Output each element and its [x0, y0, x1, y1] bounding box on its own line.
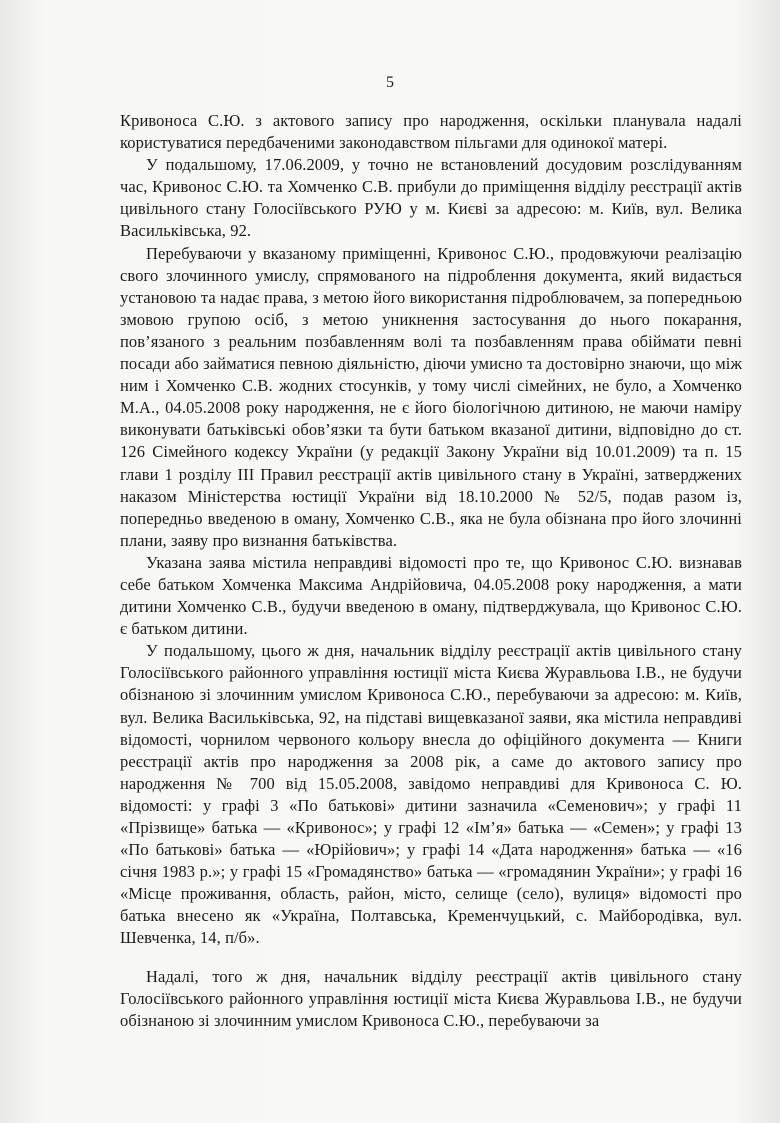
- paragraph-subsequent-actions: Надалі, того ж дня, начальник відділу реєстрації актів цивільного стану Голосіївського районного управління юстиції міста Києва Журавльова І.В., не будучи обізнаною зі злочинним умислом Кривоноса С.Ю., перебуваючи за: [120, 966, 742, 1030]
- document-body: [120, 110, 742, 1032]
- paragraph-paternity-application: Перебуваючи у вказаному приміщенні, Кривонос С.Ю., продовжуючи реалізацію свого злочинного умислу, спрямованого на підроблення документа, який видається установою та надає права, з метою його використання підроблювачем, за попередньою змовою групою осіб, з метою уникнення застосування до нього покарання, пов’язаного з реальним позбавленням волі та позбавленням права обіймати певні посади або займатися певною діяльністю, діючи умисно та достовірно знаючи, що між ним і Хомченко С.В. жодних стосунків, у тому числі сімейних, не було, а Хомченко М.А., 04.05.2008 року народження, не є його біологічною дитиною, не маючи наміру виконувати батьківські обов’язки та бути батьком вказаної дитини, відповідно до ст. 126 Сімейного кодексу України (у редакції Закону України від 10.01.2009) та п. 15 глави 1 розділу III Правил реєстрації актів цивільного стану в Україні, затверджених наказом Міністерства юстиції України від 18.10.2000 № 52/5, подав разом із, попередньо введеною в оману, Хомченко С.В., яка не була обізнана про його злочинні плани, заяву про визнання батьківства.: [120, 243, 742, 550]
- paragraph-registry-entry: У подальшому, цього ж дня, начальник відділу реєстрації актів цивільного стану Голосіївського районного управління юстиції міста Києва Журавльова І.В., не будучи обізнаною зі злочинним умислом Кривоноса С.Ю., перебуваючи за адресою: м. Київ, вул. Велика Васильківська, 92, на підставі вищевказаної заяви, яка містила неправдиві відомості, чорнилом червоного кольору внесла до офіційного документа — Книги реєстрації актів про народження за 2008 рік, а саме до актового запису про народження № 700 від 15.05.2008, завідомо неправдиві для Кривоноса С. Ю. відомості: у графі 3 «По батькові» дитини зазначила «Семенович»; у графі 11 «Прізвище» батька — «Кривонос»; у графі 12 «Ім’я» батька — «Семен»; у графі 13 «По батькові» батька — «Юрійович»; у графі 14 «Дата народження» батька — «16 січня 1983 р.»; у графі 15 «Громадянство» батька — «громадянин України»; у графі 16 «Місце проживання, область, район, місто, селище (село), вулиця» відомості про батька внесено як «Україна, Полтавська, Кременчуцький, с. Майбородівка, вул. Шевченка, 14, п/б».: [120, 641, 742, 948]
- paragraph-arrival: У подальшому, 17.06.2009, у точно не встановлений досудовим розслідуванням час, Кривонос С.Ю. та Хомченко С.В. прибули до приміщення відділу реєстрації актів цивільного стану Голосіївського РУЮ у м. Києві за адресою: м. Київ, вул. Велика Васильківська, 92.: [120, 155, 742, 241]
- paragraph-false-information: Указана заява містила неправдиві відомості про те, що Кривонос С.Ю. визнавав себе батьком Хомченка Максима Андрійовича, 04.05.2008 року народження, а мати дитини Хомченко С.В., будучи введеною в оману, підтверджувала, що Кривонос С.Ю. є батьком дитини.: [120, 552, 742, 639]
- paragraph-continuation: Кривоноса С.Ю. з актового запису про народження, оскільки планувала надалі користуватися передбаченими законодавством пільгами для одинокої матері.: [120, 111, 742, 153]
- page-number: 5: [386, 74, 394, 91]
